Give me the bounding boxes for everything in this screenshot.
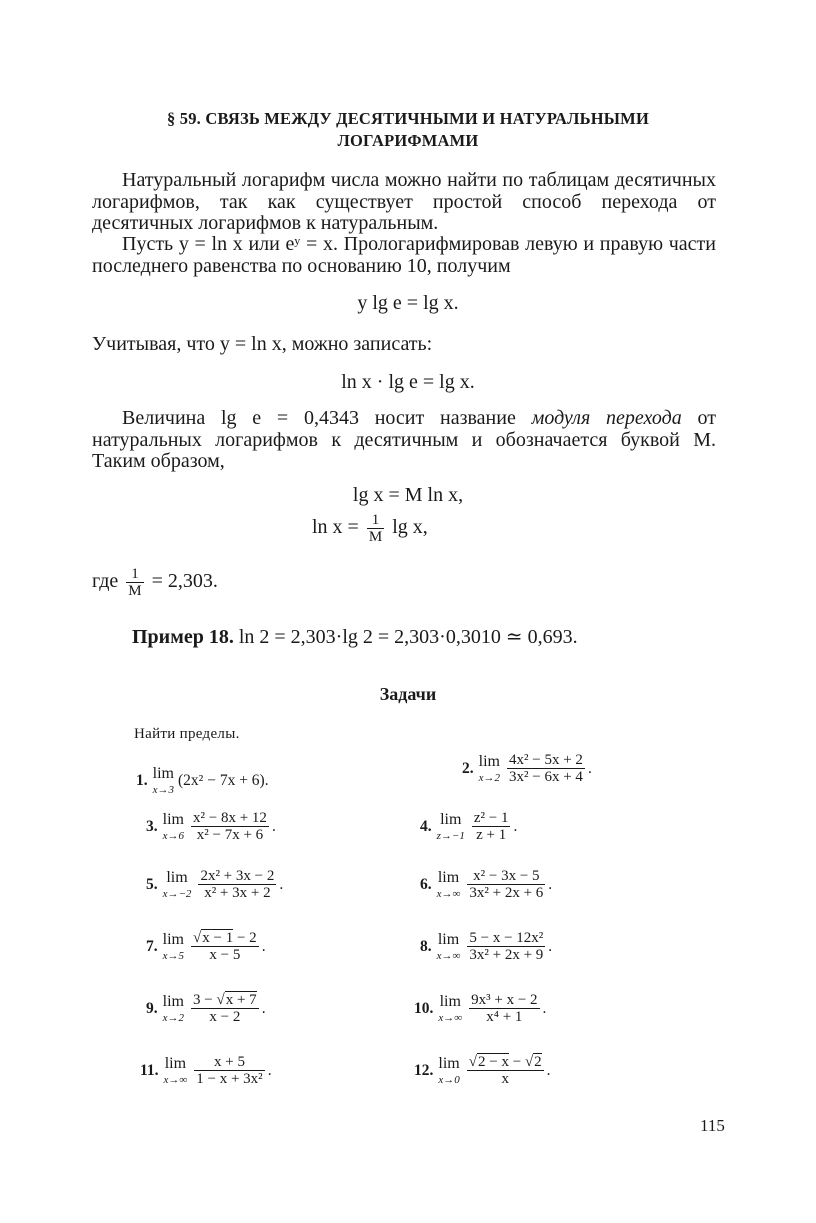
lim-word: lim	[164, 1054, 187, 1072]
radicand-2: 2	[534, 1054, 542, 1070]
task-7	[146, 930, 266, 963]
task-tail: .	[548, 937, 553, 955]
fraction-denominator: x² + 3x + 2	[204, 885, 271, 901]
fraction-numerator: 4x² − 5x + 2	[509, 752, 583, 768]
limit-operator	[163, 994, 184, 1024]
task-2	[462, 752, 592, 785]
section-title-line2: ЛОГАРИФМАМИ	[337, 131, 479, 150]
limit-operator	[479, 754, 500, 784]
lim-word: lim	[438, 1054, 460, 1072]
task-tail: .	[261, 999, 266, 1017]
task-number: 8.	[420, 937, 432, 955]
equation-one-over-m	[92, 566, 218, 599]
lim-word: lim	[152, 765, 174, 782]
task-8	[420, 930, 552, 963]
task-number: 6.	[420, 875, 432, 893]
task-tail: .	[261, 937, 266, 955]
task-6	[420, 868, 552, 901]
fraction-numerator: √2 − x − √2	[468, 1054, 542, 1070]
lim-subscript: x→6	[162, 829, 185, 842]
task-11	[140, 1054, 272, 1087]
section-title	[90, 108, 726, 152]
tasks-instruction: Найти пределы.	[134, 726, 240, 742]
equation-where: где	[92, 570, 119, 593]
task-fraction	[198, 868, 276, 901]
limit-operator	[163, 812, 184, 842]
radicand: x + 7	[225, 992, 257, 1008]
task-number: 7.	[146, 937, 158, 955]
limit-operator	[437, 812, 465, 842]
task-number: 5.	[146, 875, 158, 893]
modulus-text-before: Величина lg e = 0,4343 носит название	[122, 407, 532, 429]
fraction-denominator: 1 − x + 3x²	[196, 1071, 263, 1087]
example-18	[132, 624, 578, 649]
lim-word: lim	[166, 868, 188, 886]
lim-subscript: x→0	[438, 1073, 460, 1086]
fraction-numerator: √x − 1 − 2	[193, 930, 257, 946]
fraction-denominator: z + 1	[476, 827, 507, 843]
task-5	[146, 868, 283, 901]
lim-subscript: x→∞	[163, 1073, 188, 1086]
fraction-numerator: 1	[126, 566, 143, 583]
fraction-denominator: x − 2	[209, 1009, 241, 1025]
equation-ln-x	[312, 512, 428, 545]
numerator-rest: − 2	[233, 930, 257, 946]
task-tail: .	[267, 1061, 272, 1079]
lim-word: lim	[162, 810, 184, 828]
task-fraction	[467, 1054, 544, 1087]
fraction-denominator: x − 5	[209, 947, 241, 963]
fraction-numerator: x + 5	[194, 1054, 264, 1071]
numerator-pre: 3 −	[193, 992, 217, 1008]
task-4	[420, 810, 517, 843]
fraction-numerator: 5 − x − 12x²	[469, 930, 544, 946]
task-fraction	[467, 930, 545, 963]
numerator-rest: −	[508, 1054, 525, 1070]
task-fraction	[467, 868, 545, 901]
lim-subscript: x→∞	[438, 1011, 463, 1024]
modulus-text-after: от натуральных логарифмов к десятичным и обозначается буквой M. Таким образом,	[92, 407, 716, 472]
task-tail: .	[587, 759, 592, 777]
example-text: ln 2 = 2,303·lg 2 = 2,303·0,3010 ≃ 0,693.	[238, 626, 578, 648]
task-number: 9.	[146, 999, 158, 1017]
task-tail: .	[279, 875, 284, 893]
fraction-numerator: 3 − √x + 7	[193, 992, 257, 1008]
fraction-numerator: 9x³ + x − 2	[471, 992, 538, 1008]
task-12	[414, 1054, 551, 1087]
limit-operator	[438, 994, 462, 1024]
task-expression: (2x² − 7x + 6).	[178, 772, 269, 789]
fraction-numerator: 2x² + 3x − 2	[200, 868, 275, 884]
lim-word: lim	[437, 868, 460, 886]
page-number: 115	[700, 1116, 725, 1135]
lim-word: lim	[162, 992, 184, 1010]
equation-ln-x-right: lg x,	[392, 516, 428, 539]
fraction-denominator: x² − 7x + 6	[196, 827, 264, 843]
lim-subscript: x→5	[162, 949, 185, 962]
lim-subscript: x→∞	[436, 949, 461, 962]
task-fraction	[472, 810, 511, 843]
lim-word: lim	[440, 810, 462, 828]
lim-subscript: z→−1	[436, 829, 465, 842]
radicand: 2 − x	[478, 1054, 509, 1070]
task-tail: .	[513, 817, 518, 835]
paragraph-modulus	[92, 408, 716, 473]
equation-ln-x-lg-e: ln x · lg e = lg x.	[341, 371, 475, 393]
task-3	[146, 810, 276, 843]
task-number: 3.	[146, 817, 158, 835]
example-label: Пример 18.	[132, 626, 234, 648]
fraction-numerator: 1	[367, 512, 384, 529]
task-fraction	[507, 752, 585, 785]
fraction-denominator: x	[501, 1071, 509, 1087]
fraction-numerator: x² − 8x + 12	[193, 810, 267, 826]
lim-subscript: x→2	[478, 771, 501, 784]
limit-operator	[437, 932, 461, 962]
fraction-one-over-m-2	[126, 566, 143, 599]
lim-subscript: x→3	[152, 784, 175, 796]
fraction-one-over-m	[367, 512, 384, 545]
task-fraction	[191, 992, 259, 1025]
fraction-denominator: 3x² + 2x + 6	[469, 885, 544, 901]
fraction-denominator: M	[128, 583, 142, 599]
task-number: 10.	[414, 999, 434, 1017]
task-1	[136, 766, 269, 796]
tasks-heading: Задачи	[379, 684, 437, 704]
task-number: 2.	[462, 759, 474, 777]
task-fraction	[194, 1054, 264, 1087]
task-10	[414, 992, 546, 1025]
lim-word: lim	[437, 930, 460, 948]
fraction-denominator: 3x² − 6x + 4	[509, 769, 583, 785]
lim-word: lim	[162, 930, 184, 948]
task-number: 1.	[136, 772, 148, 789]
limit-operator	[153, 766, 174, 796]
fraction-denominator: 3x² + 2x + 9	[469, 947, 544, 963]
radicand: x − 1	[202, 930, 234, 946]
lim-word: lim	[478, 752, 500, 770]
lim-subscript: x→∞	[436, 887, 461, 900]
fraction-numerator: z² − 1	[473, 810, 509, 826]
task-tail: .	[546, 1061, 551, 1079]
limit-operator	[438, 1056, 459, 1086]
equation-lg-x: lg x = M ln x,	[352, 484, 464, 506]
section-title-line1: § 59. СВЯЗЬ МЕЖДУ ДЕСЯТИЧНЫМИ И НАТУРАЛЬНЫМИ	[167, 109, 649, 128]
fraction-numerator: x² − 3x − 5	[467, 868, 545, 885]
modulus-term: модуля перехода	[531, 407, 682, 429]
limit-operator	[163, 870, 192, 900]
paragraph-given: Учитывая, что y = ln x, можно записать:	[92, 333, 433, 355]
equation-value: = 2,303.	[151, 570, 218, 593]
task-number: 12.	[414, 1061, 434, 1079]
equation-y-lg-e: y lg e = lg x.	[357, 292, 459, 314]
fraction-denominator: M	[368, 529, 383, 545]
task-fraction	[469, 992, 539, 1025]
task-tail: .	[548, 875, 553, 893]
limit-operator	[164, 1056, 188, 1086]
equation-ln-x-left: ln x =	[312, 516, 359, 539]
task-tail: .	[542, 999, 547, 1017]
lim-word: lim	[439, 992, 461, 1010]
task-number: 11.	[140, 1061, 159, 1079]
task-fraction	[191, 930, 259, 963]
limit-operator	[163, 932, 184, 962]
lim-subscript: x→2	[162, 1011, 185, 1024]
lim-subscript: x→−2	[162, 887, 192, 900]
task-tail: .	[271, 817, 276, 835]
fraction-denominator: x⁴ + 1	[486, 1009, 523, 1025]
task-number: 4.	[420, 817, 432, 835]
task-9	[146, 992, 266, 1025]
limit-operator	[437, 870, 461, 900]
paragraph-derivation: Пусть y = ln x или eʸ = x. Прологарифмировав левую и правую части последнего равенства по основанию 10, получим	[92, 233, 716, 277]
paragraph-intro: Натуральный логарифм числа можно найти по таблицам десятичных логарифмов, так как существует простой способ перехода от десятичных логарифмов к натуральным.	[92, 169, 716, 234]
task-fraction	[191, 810, 269, 843]
